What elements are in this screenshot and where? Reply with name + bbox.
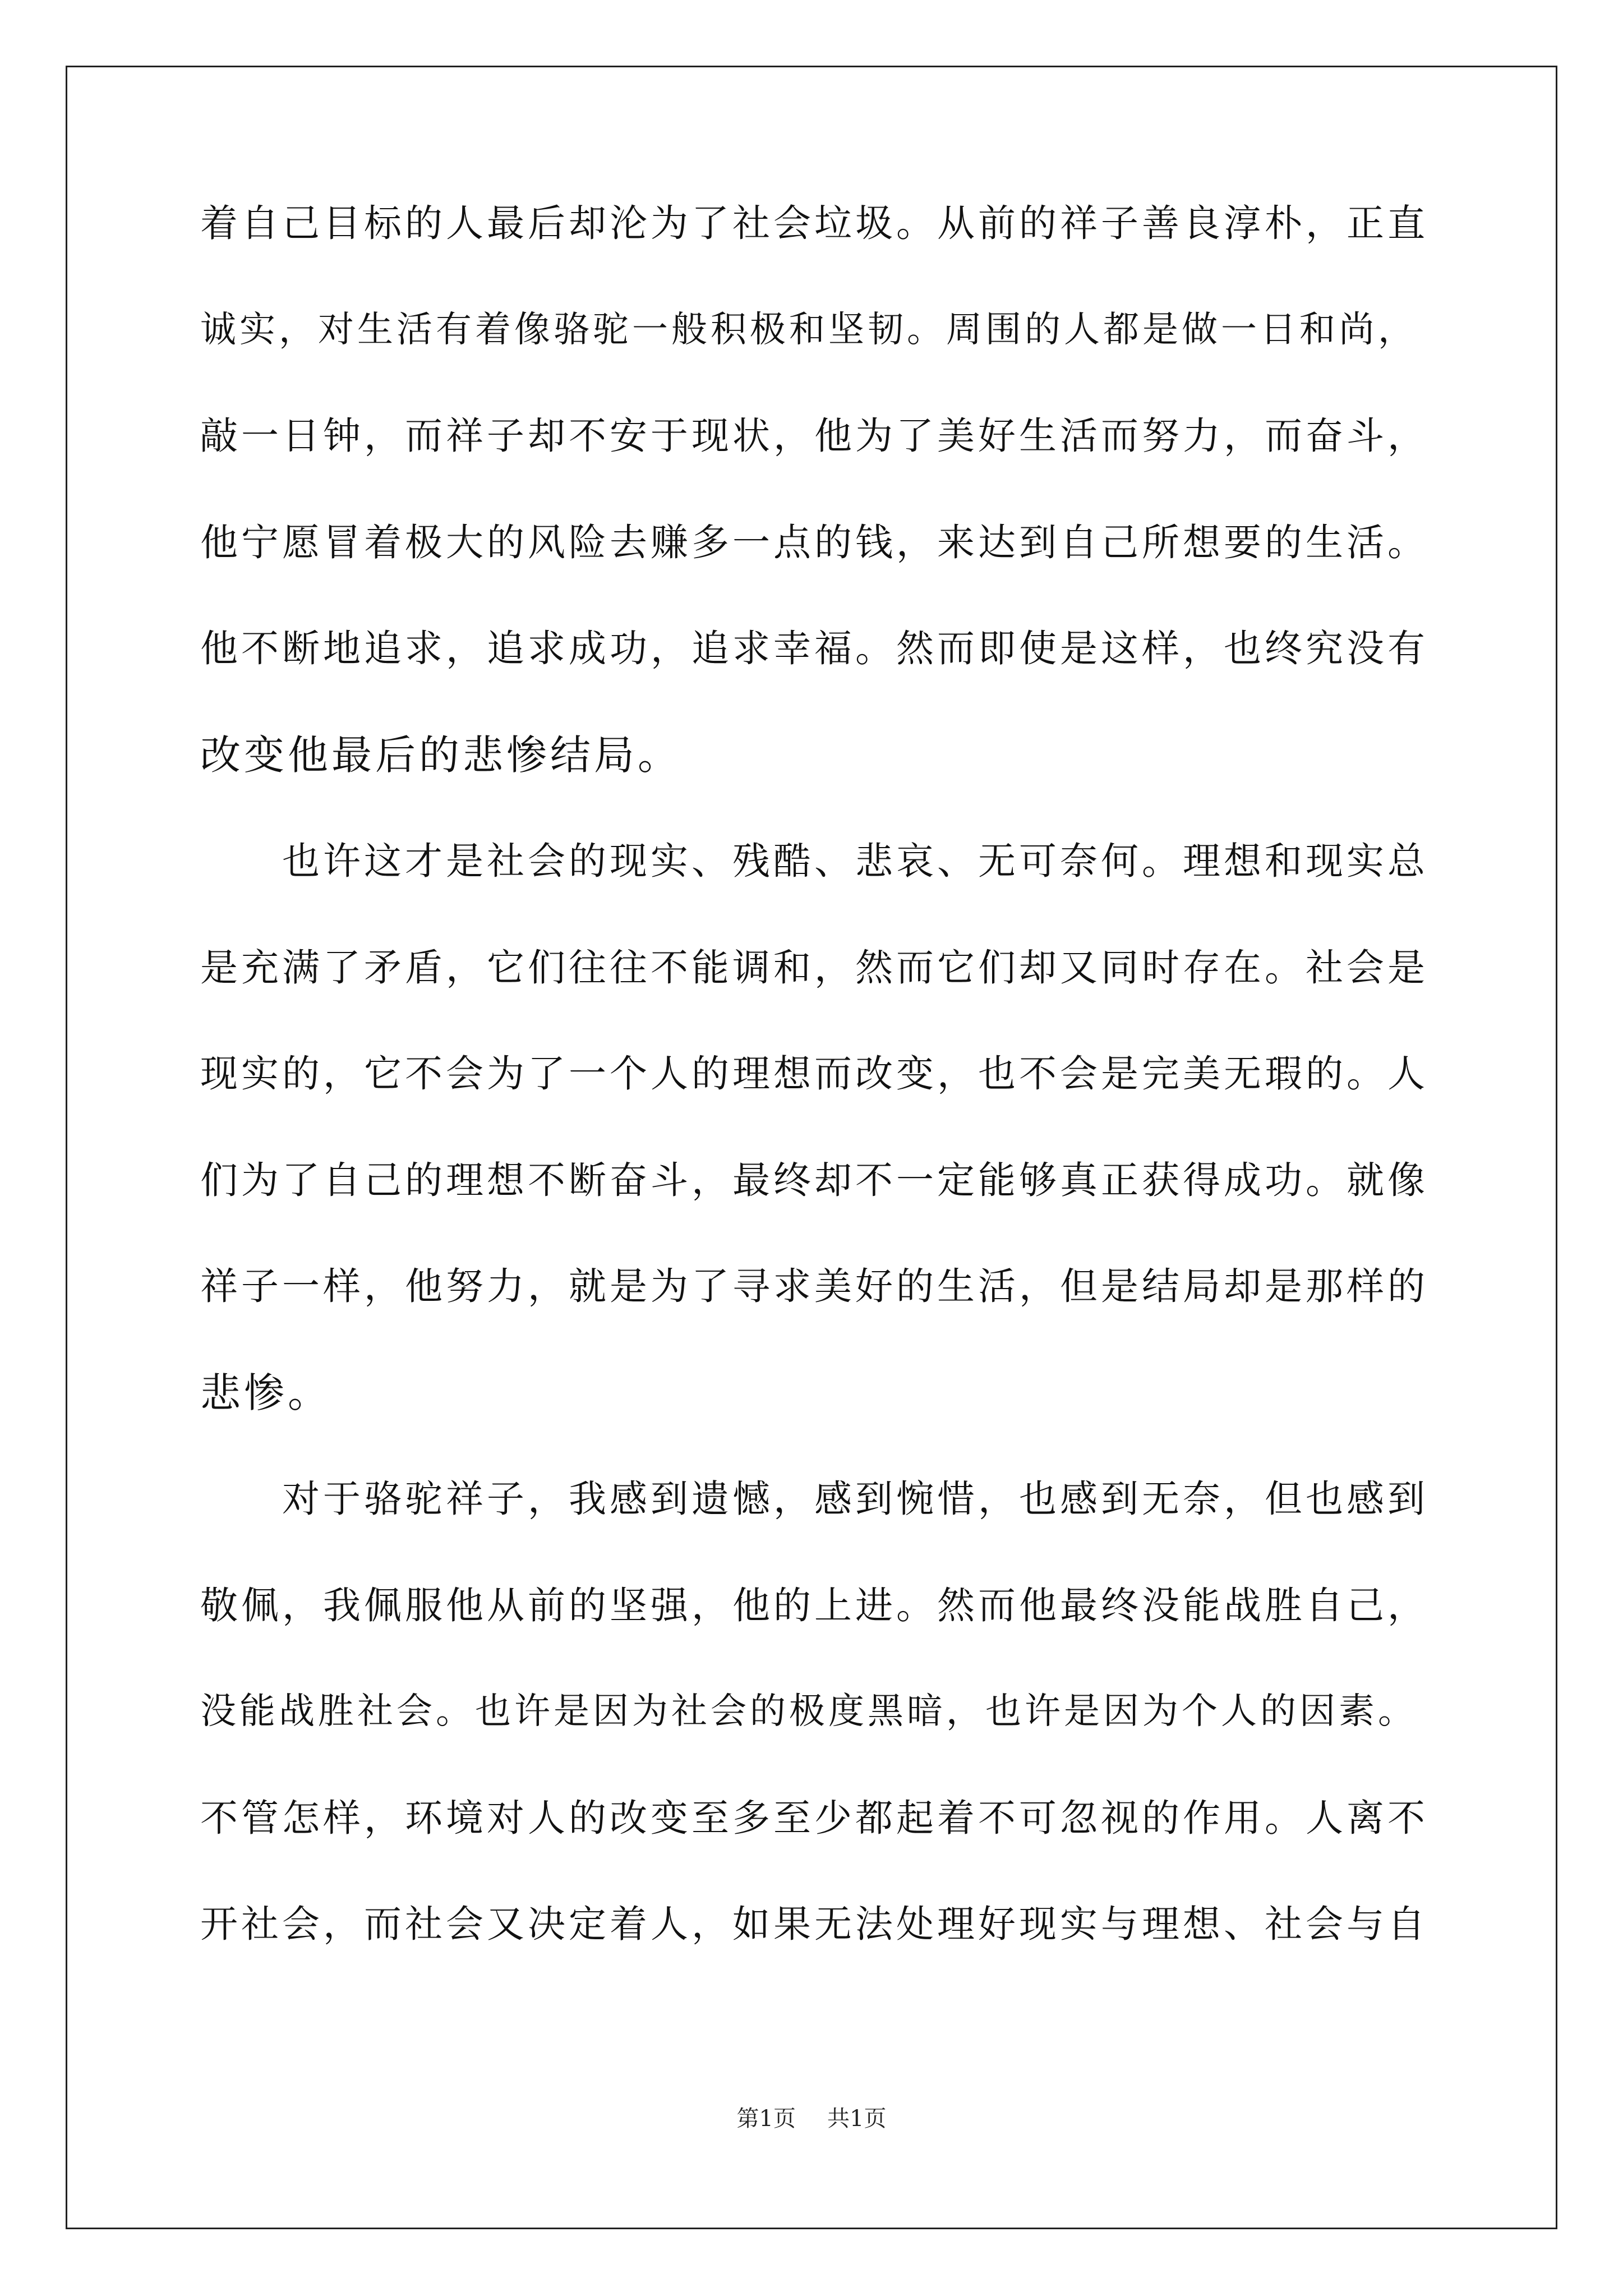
text-line: 没能战胜社会。也许是因为社会的极度黑暗，也许是因为个人的因素。	[200, 1691, 1417, 1732]
text-line: 着自己目标的人最后却沦为了社会垃圾。从前的祥子善良淳朴，正直	[200, 201, 1428, 245]
text-line: 诚实，对生活有着像骆驼一般积极和坚韧。周围的人都是做一日和尚，	[200, 309, 1417, 351]
text-line: 对于骆驼祥子，我感到遗憾，感到惋惜，也感到无奈，但也感到	[200, 1477, 1428, 1521]
text-line: 祥子一样，他努力，就是为了寻求美好的生活，但是结局却是那样的	[200, 1264, 1428, 1308]
text-line: 现实的，它不会为了一个人的理想而改变，也不会是完美无瑕的。人	[200, 1052, 1428, 1096]
text-line: 们为了自己的理想不断奋斗，最终却不一定能够真正获得成功。就像	[200, 1158, 1428, 1202]
text-line: 敲一日钟，而祥子却不安于现状，他为了美好生活而努力，而奋斗，	[200, 414, 1428, 458]
text-line: 开社会，而社会又决定着人，如果无法处理好现实与理想、社会与自	[200, 1902, 1428, 1946]
text-line: 不管怎样，环境对人的改变至多至少都起着不可忽视的作用。人离不	[200, 1796, 1428, 1840]
text-line: 是充满了矛盾，它们往往不能调和，然而它们却又同时存在。社会是	[200, 945, 1428, 990]
text-line: 他宁愿冒着极大的风险去赚多一点的钱，来达到自己所想要的生活。	[200, 520, 1428, 564]
text-line: 改变他最后的悲惨结局。	[200, 731, 682, 779]
text-line: 也许这才是社会的现实、残酷、悲哀、无可奈何。理想和现实总	[200, 839, 1428, 883]
page-footer	[0, 2108, 1623, 2130]
text-line: 他不断地追求，追求成功，追求幸福。然而即使是这样，也终究没有	[200, 627, 1428, 670]
text-line: 敬佩，我佩服他从前的坚强，他的上进。然而他最终没能战胜自己，	[200, 1583, 1428, 1627]
page-total: 共1页	[827, 2106, 887, 2132]
page-number: 第1页	[736, 2106, 796, 2132]
text-line: 悲惨。	[200, 1369, 332, 1416]
document-body	[200, 203, 1434, 2010]
